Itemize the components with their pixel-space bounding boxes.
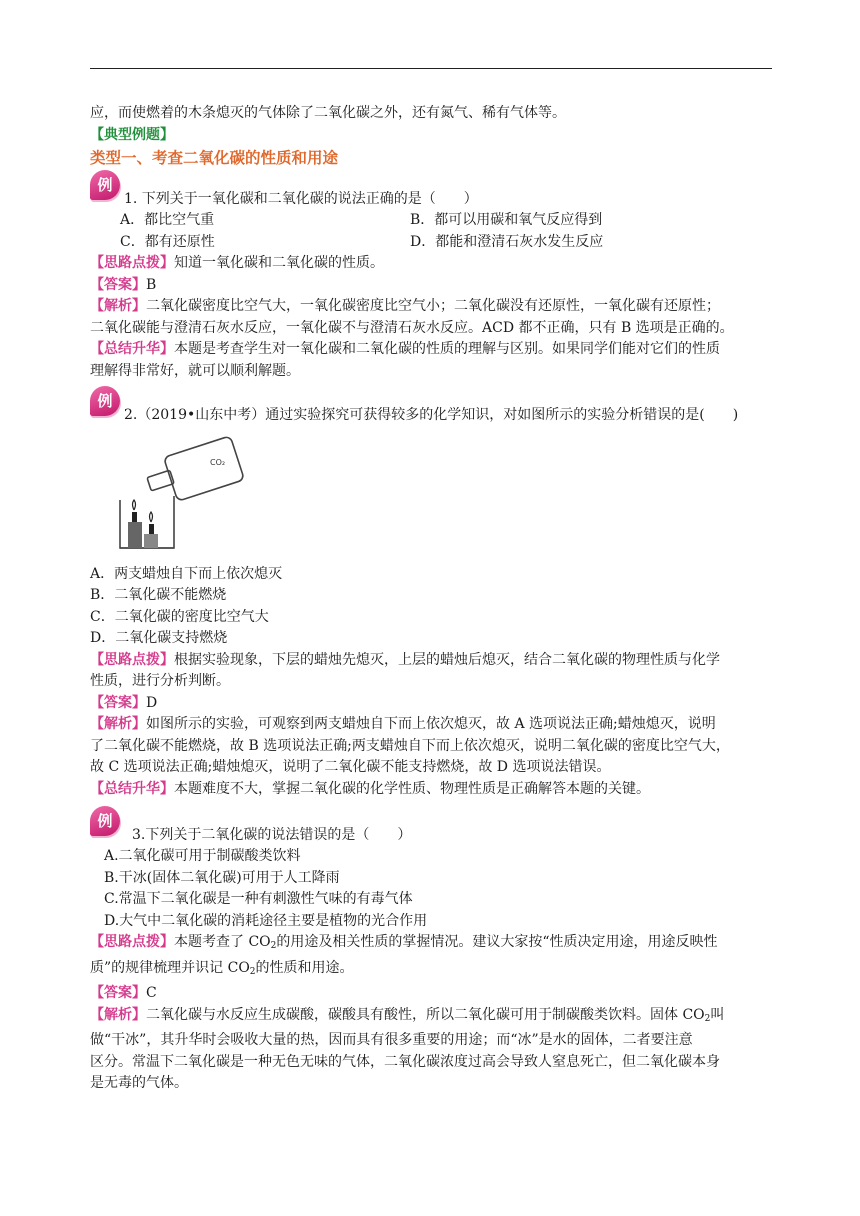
q1-option-b: B．都可以用碳和氧气反应得到	[410, 212, 603, 228]
q2-hint: 【思路点拨】根据实验现象，下层的蜡烛先熄灭，上层的蜡烛后熄灭，结合二氧化碳的物理性质与化学	[90, 651, 720, 668]
q3-option-c: C.常温下二氧化碳是一种有刺激性气味的有毒气体	[104, 891, 413, 907]
q3-option-a: A.二氧化碳可用于制碳酸类饮料	[104, 848, 301, 864]
analysis-label: 【解析】	[90, 298, 146, 314]
summary-label: 【总结升华】	[90, 780, 174, 797]
q2-summary: 【总结升华】本题难度不大，掌握二氧化碳的化学性质、物理性质是正确解答本题的关键。	[90, 780, 650, 797]
q2-hint-2: 性质，进行分析判断。	[90, 673, 230, 689]
q1-option-c: C．都有还原性	[120, 233, 215, 250]
q2-option-a: A．两支蜡烛自下而上依次熄灭	[90, 565, 283, 582]
q2-option-b: B．二氧化碳不能燃烧	[90, 587, 227, 603]
q2-stem: 2.（2019•山东中考）通过实验探究可获得较多的化学知识，对如图所示的实验分析错误的是( )	[124, 406, 739, 423]
analysis-label: 【解析】	[90, 716, 146, 732]
q1-hint: 【思路点拨】知道一氧化碳和二氧化碳的性质。	[90, 255, 384, 271]
type-title: 类型一、考查二氧化碳的性质和用途	[90, 148, 339, 167]
q1-answer: 【答案】B	[90, 276, 157, 293]
q2-answer: 【答案】D	[90, 694, 158, 711]
q3-stem: 3.下列关于二氧化碳的说法错误的是（ ）	[132, 826, 412, 843]
answer-label: 【答案】	[90, 276, 146, 293]
q2-analysis-3: 故 C 选项说法正确;蜡烛熄灭，说明了二氧化碳不能支持燃烧，故 D 选项说法错误。	[90, 759, 611, 775]
example-badge-icon: 例	[90, 806, 120, 836]
q3-analysis: 【解析】二氧化碳与水反应生成碳酸，碳酸具有酸性，所以二氧化碳可用于制碳酸类饮料。固体 $CO_2$叫	[90, 1006, 725, 1024]
q3-hint-2: 质”的规律梳理并识记 $CO_2$的性质和用途。	[90, 959, 354, 977]
example-badge-icon: 例	[90, 386, 120, 416]
q1-option-a: A．都比空气重	[120, 212, 215, 228]
q2-analysis: 【解析】如图所示的实验，可观察到两支蜡烛自下而上依次熄灭，故 A 选项说法正确;蜡烛熄灭，说明	[90, 716, 716, 732]
section-title: 【典型例题】	[90, 126, 174, 143]
document-body	[90, 103, 772, 1095]
answer-label: 【答案】	[90, 694, 146, 711]
q1-stem: 1. 下列关于一氧化碳和二氧化碳的说法正确的是（ ）	[124, 190, 478, 207]
q3-option-d: D.大气中二氧化碳的消耗途径主要是植物的光合作用	[104, 912, 428, 929]
q3-hint: 【思路点拨】本题考查了 $CO_2$的用途及相关性质的掌握情况。建议大家按“性质决定用途，用途反映性	[90, 934, 718, 951]
q2-header	[90, 386, 772, 426]
q2-analysis-2: 了二氧化碳不能燃烧，故 B 选项说法正确;两支蜡烛自下而上依次熄灭，说明二氧化碳的密度比空气大，	[90, 737, 730, 754]
analysis-label: 【解析】	[90, 1006, 146, 1023]
q1-analysis-2: 二氧化碳能与澄清石灰水反应，一氧化碳不与澄清石灰水反应。ACD 都不正确，只有 B 选项是正确的。	[90, 319, 734, 336]
q3-option-b: B.干冰(固体二氧化碳)可用于人工降雨	[104, 869, 340, 886]
q1-summary-2: 理解得非常好，就可以顺利解题。	[90, 362, 300, 379]
q3-analysis-3: 区分。常温下二氧化碳是一种无色无味的气体，二氧化碳浓度过高会导致人窒息死亡，但二氧化碳本身	[90, 1053, 720, 1070]
q1-options	[90, 210, 772, 253]
hint-label: 【思路点拨】	[90, 934, 174, 950]
q3-header	[90, 806, 772, 846]
summary-label: 【总结升华】	[90, 341, 174, 357]
hint-label: 【思路点拨】	[90, 651, 174, 668]
q1-header	[90, 170, 772, 210]
intro-line: 应，而使燃着的木条熄灭的气体除了二氧化碳之外，还有氮气、稀有气体等。	[90, 105, 566, 121]
q3-analysis-4: 是无毒的气体。	[90, 1075, 188, 1091]
hint-label: 【思路点拨】	[90, 255, 174, 271]
q1-summary: 【总结升华】本题是考查学生对一氧化碳和二氧化碳的性质的理解与区别。如果同学们能对它们的性质	[90, 341, 720, 357]
q2-option-c: C．二氧化碳的密度比空气大	[90, 608, 269, 625]
co2-pouring-experiment-figure	[108, 432, 258, 552]
answer-label: 【答案】	[90, 985, 146, 1001]
header-rule	[90, 68, 772, 69]
q2-option-d: D．二氧化碳支持燃烧	[90, 630, 228, 646]
example-badge-icon: 例	[90, 170, 120, 200]
q1-option-d: D．都能和澄清石灰水发生反应	[410, 233, 604, 250]
q3-analysis-2: 做“干冰”，其升华时会吸收大量的热，因而具有很多重要的用途；而“冰”是水的固体，二者要注意	[90, 1032, 693, 1048]
q1-analysis: 【解析】二氧化碳密度比空气大，一氧化碳密度比空气小；二氧化碳没有还原性，一氧化碳有还原性；	[90, 298, 720, 314]
q3-answer: 【答案】C	[90, 985, 157, 1001]
co2-bottle-label: CO₂	[210, 458, 226, 467]
